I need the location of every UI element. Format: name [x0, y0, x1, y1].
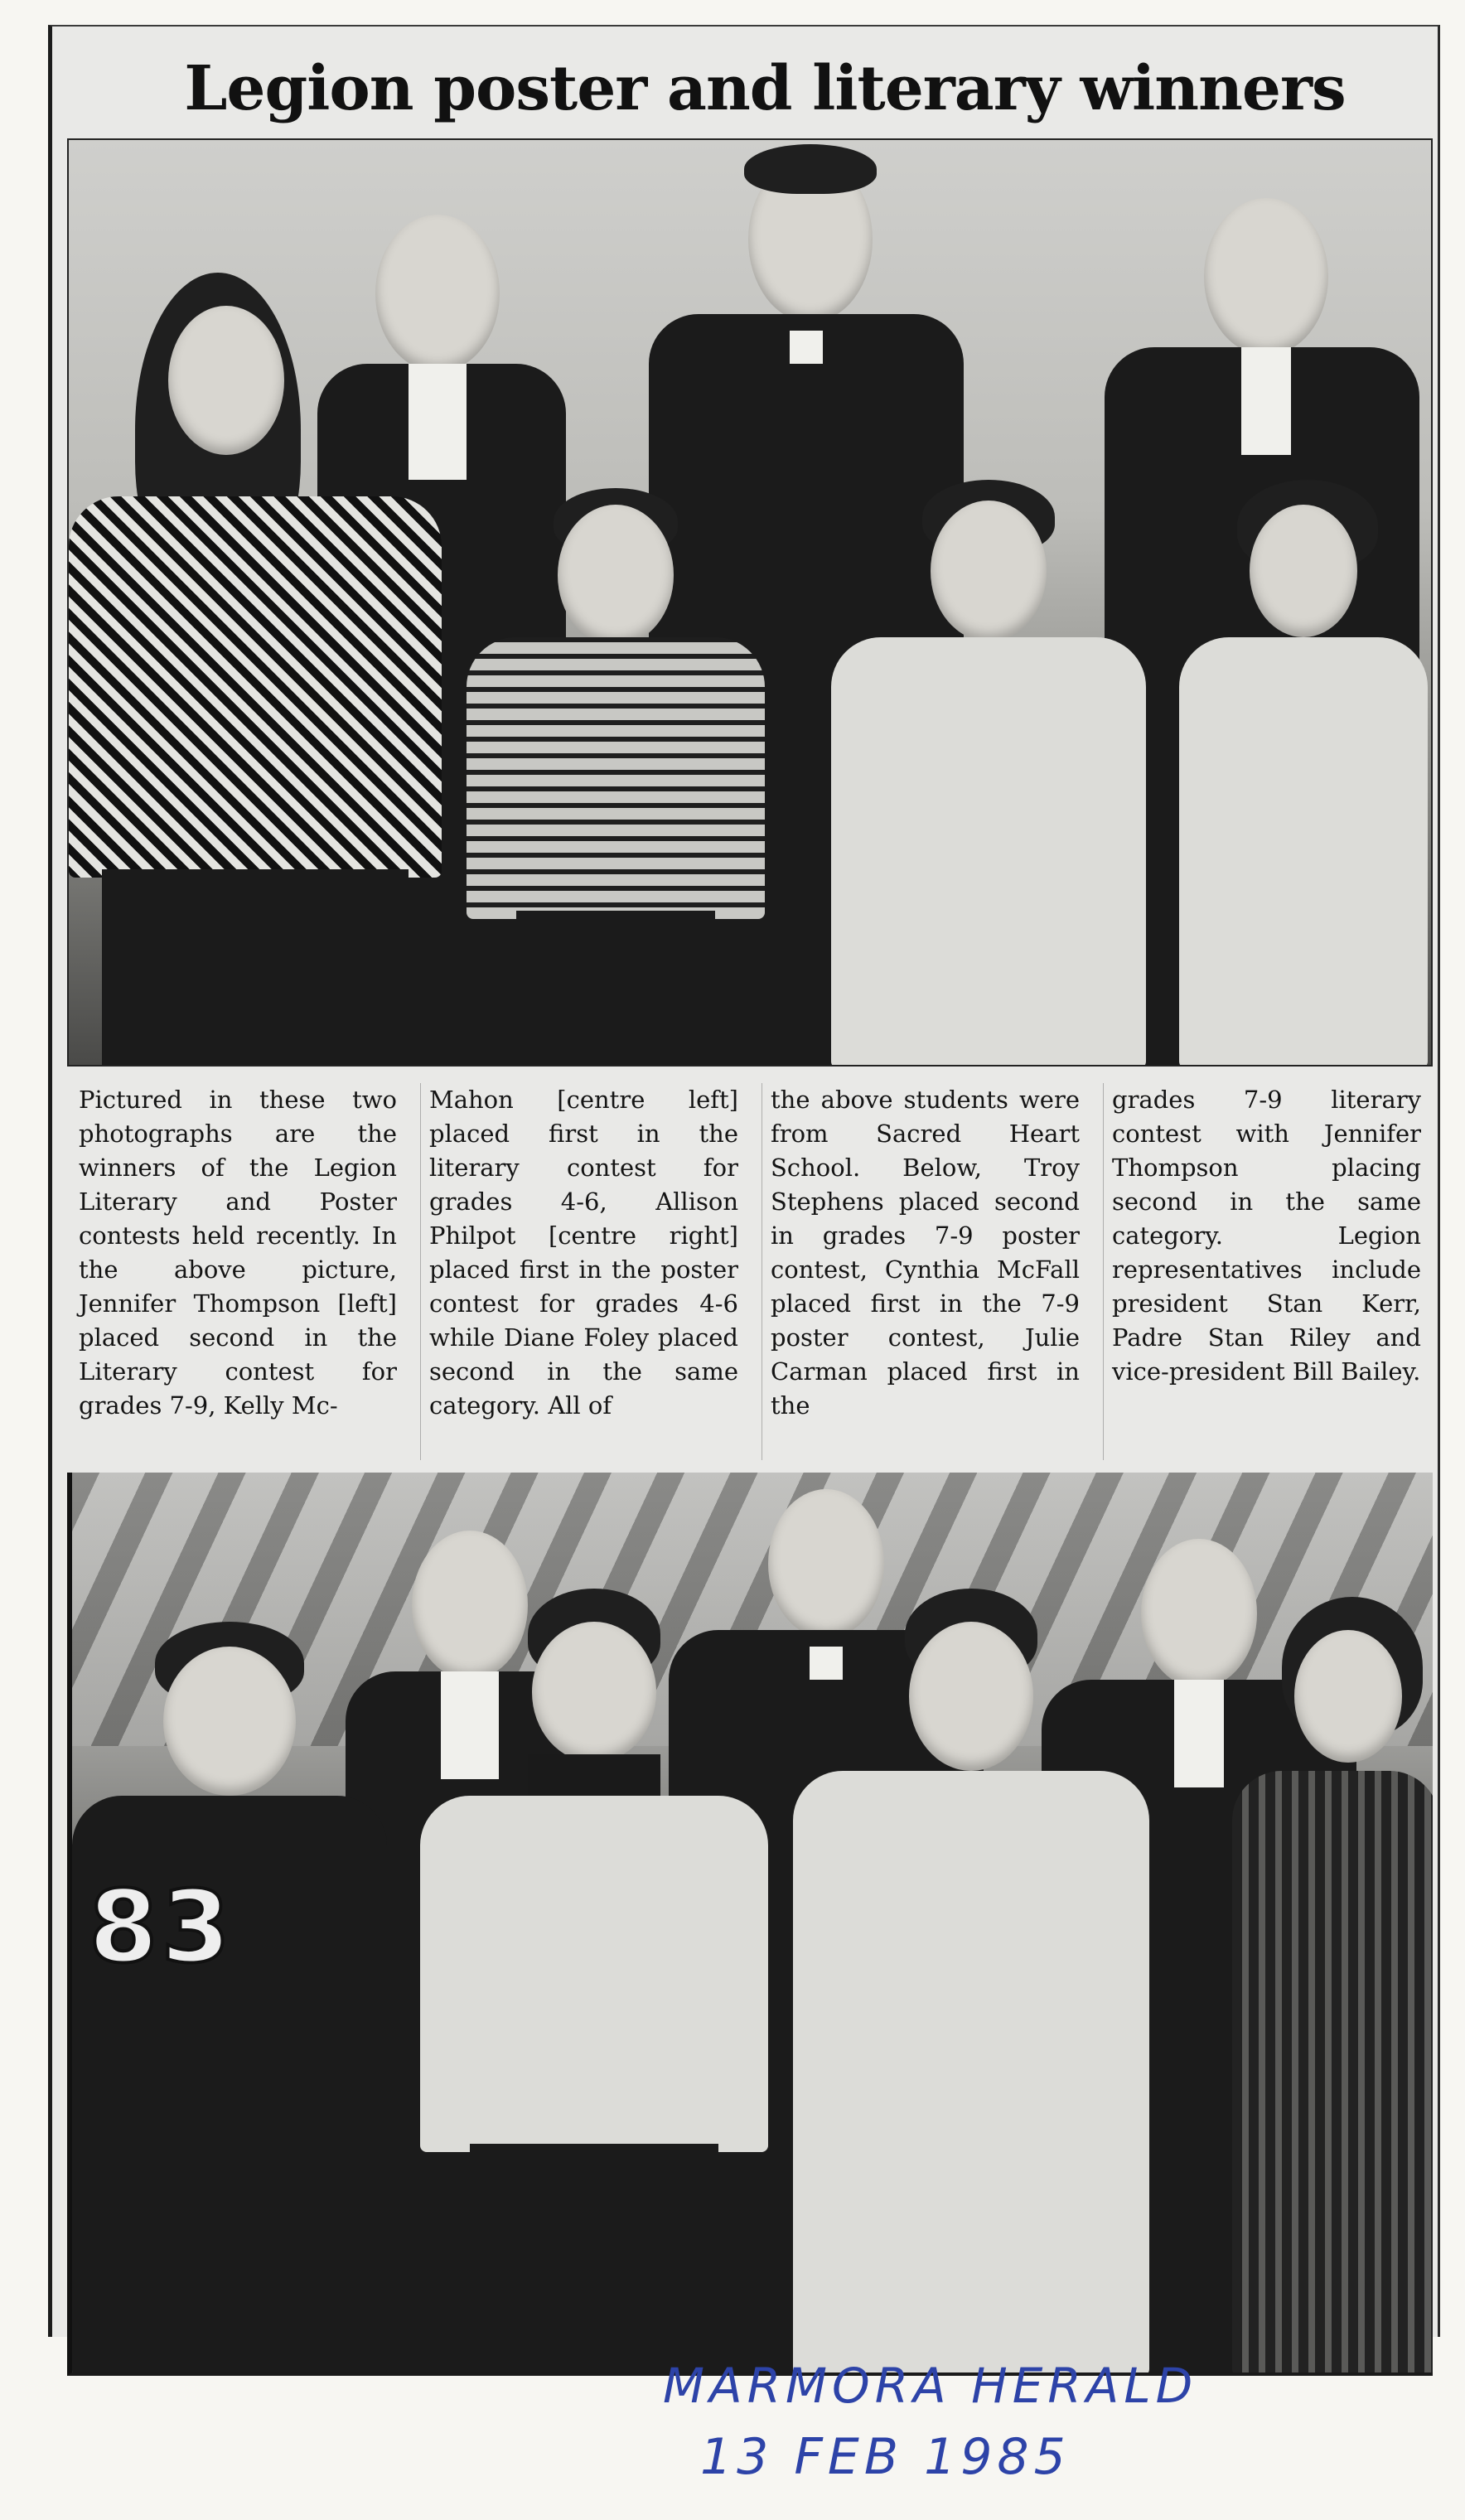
- caption-column-1: Pictured in these two photographs are the winners of the Legion Literary and Poster contests held recently. In the above picture, Jennifer Thompson [left] placed second in the Literary contest for grades 7-9, Kelly Mc-: [79, 1086, 397, 1420]
- caption-column-2: Mahon [centre left] placed first in the literary contest for grades 4-6, Allison Philpot [centre right] placed first in the poster contest for grades 4-6 while Diane Foley placed second in the same category. All of: [420, 1083, 738, 1460]
- figure-student-right: [1179, 480, 1428, 1067]
- photo-top: [67, 138, 1433, 1067]
- photo-caption: [67, 1083, 1433, 1460]
- figure-student-jennifer: [1232, 1597, 1433, 2376]
- article-headline: Legion poster and literary winners: [184, 53, 1346, 124]
- handwritten-source: MARMORA HERALD: [663, 2358, 1198, 2414]
- figure-student-centre-right: [831, 480, 1146, 1067]
- figure-student-centre-left: [467, 488, 765, 1067]
- caption-column-3: the above students were from Sacred Heart School. Below, Troy Stephens placed second in grades 7-9 poster contest, Cynthia McFall placed first in the 7-9 poster contest, Julie Carman placed first in the: [762, 1083, 1080, 1460]
- newspaper-clipping: [48, 25, 1440, 2337]
- jersey-number: 83: [89, 1870, 234, 1986]
- figure-student-cynthia: [420, 1589, 768, 2376]
- photo-bottom: [67, 1473, 1433, 2376]
- figure-student-troy: [72, 1622, 387, 2376]
- figure-student-left: [69, 273, 442, 1067]
- figure-student-julie: [793, 1589, 1149, 2376]
- handwritten-date: 13 FEB 1985: [700, 2428, 1071, 2486]
- caption-column-4: grades 7-9 literary contest with Jennifer Thompson placing second in the same category. Legion representatives include president Stan Kerr, Padre Stan Riley and vice-president Bill Bailey.: [1103, 1083, 1421, 1460]
